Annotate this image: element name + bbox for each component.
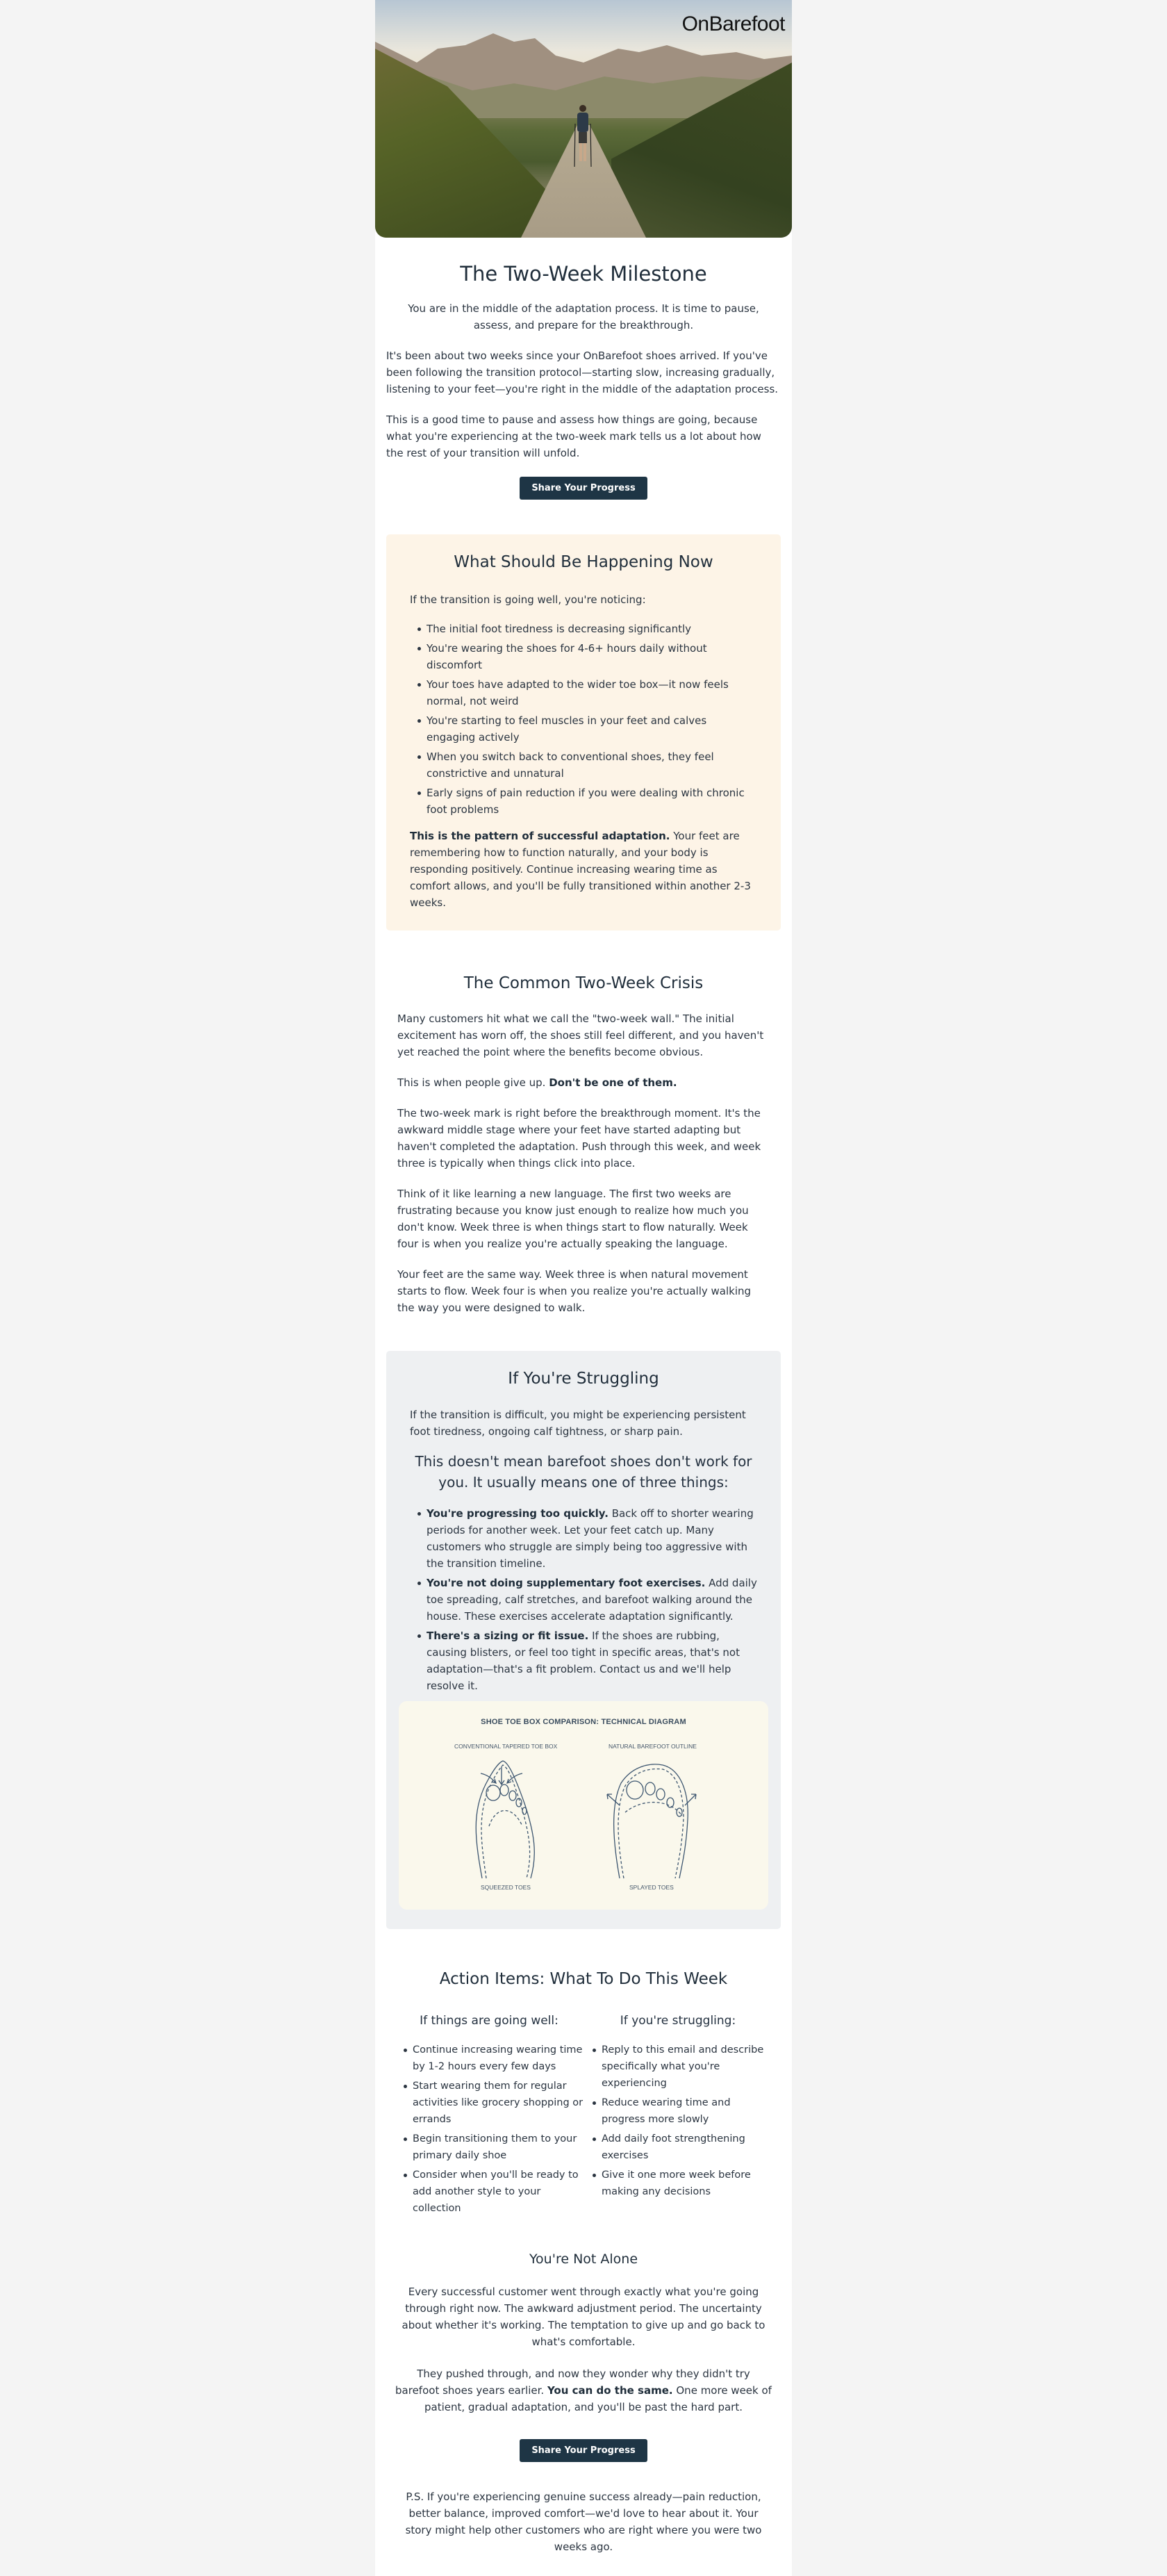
list-item: Early signs of pain reduction if you were dealing with chronic foot problems — [418, 785, 757, 818]
crisis-paragraph-3: The two-week mark is right before the breakthrough moment. It's the awkward middle stage where your feet have started adapting but haven't completed the adaptation. Push through this week, and week three is typically when things click into place. — [397, 1107, 761, 1170]
list-item — [418, 1505, 757, 1572]
list-item: Your toes have adapted to the wider toe box—it now feels normal, not weird — [418, 676, 757, 709]
hero-image — [375, 0, 792, 238]
going-well-column — [395, 2014, 584, 2220]
brand-logo: OnBarefoot — [681, 13, 785, 35]
list-item: You're wearing the shoes for 4-6+ hours daily without discomfort — [418, 640, 757, 673]
crisis-p2-bold: Don't be one of them. — [549, 1076, 677, 1090]
struggling-heading: If you're struggling: — [620, 2014, 736, 2028]
item-bold: There's a sizing or fit issue. — [427, 1630, 589, 1643]
crisis-paragraph-4: Think of it like learning a new language. The first two weeks are frustrating because you know just enough to realize how much you don't know. Week three is when things start to flow naturally. Week four is when you realize you're actually speaking the language. — [397, 1188, 749, 1251]
email-body — [375, 0, 792, 2576]
list-item: Add daily foot strengthening exercises — [593, 2131, 772, 2164]
crisis-paragraph-5: Your feet are the same way. Week three is when natural movement starts to flow. Week four is when you realize you're actually walking the way you were designed to walk. — [397, 1268, 752, 1315]
page-subtitle: You are in the middle of the adaptation process. It is time to pause, assess, and prepare for the breakthrough. — [408, 302, 759, 331]
happening-now-box — [386, 534, 781, 930]
not-alone-section — [375, 2251, 792, 2415]
toe-box-diagram — [399, 1701, 768, 1910]
intro-section — [375, 261, 792, 500]
share-progress-button[interactable]: Share Your Progress — [520, 477, 647, 500]
closing-bold: This is the pattern of successful adaptation. — [410, 829, 670, 842]
crisis-paragraph-2 — [397, 1074, 770, 1091]
struggling-action-list — [584, 2042, 772, 2200]
going-well-list — [395, 2042, 584, 2217]
actions-title: Action Items: What To Do This Week — [439, 1970, 728, 1989]
not-alone-paragraph-2 — [395, 2365, 772, 2415]
struggling-title: If You're Struggling — [508, 1370, 659, 1388]
page-title: The Two-Week Milestone — [460, 262, 707, 286]
list-item — [418, 1627, 757, 1694]
not-alone-paragraph-1: Every successful customer went through exactly what you're going through right now. The awkward adjustment period. The uncertainty about whether it's working. The temptation to give up and go back to what's comfortable. — [402, 2286, 765, 2349]
item-text: Back off to shorter wearing periods for another week. Let your feet catch up. Many customers who struggle are simply being too aggressive with the transition timeline. — [427, 1507, 754, 1570]
diagram-title: SHOE TOE BOX COMPARISON: TECHNICAL DIAGRAM — [481, 1718, 686, 1727]
diagram-right-caption: SPLAYED TOES — [629, 1884, 674, 1892]
going-well-heading: If things are going well: — [420, 2014, 558, 2028]
intro-paragraph-2: This is a good time to pause and assess how things are going, because what you're experiencing at the two-week mark tells us a lot about how the rest of your transition will unfold. — [386, 413, 761, 459]
list-item: Begin transitioning them to your primary daily shoe — [404, 2131, 584, 2164]
item-text: If the shoes are rubbing, causing blisters, or feel too tight in specific areas, that's not adaptation—that's a fit problem. Contact us and we'll help resolve it. — [427, 1630, 740, 1693]
list-item: Continue increasing wearing time by 1-2 hours every few days — [404, 2042, 584, 2075]
intro-paragraph-1: It's been about two weeks since your OnBarefoot shoes arrived. If you've been following the transition protocol—starting slow, increasing gradually, listening to your feet—you're right in the middle of the adaptation process. — [386, 349, 779, 395]
hiker-figure — [573, 103, 593, 186]
share-progress-button-bottom[interactable]: Share Your Progress — [520, 2439, 647, 2462]
struggling-lead: If the transition is difficult, you might be experiencing persistent foot tiredness, ongoing calf tightness, or sharp pain. — [410, 1409, 746, 1438]
p2-tail: One more week of patient, gradual adaptation, and you'll be past the hard part. — [424, 2384, 772, 2414]
p2-text: They pushed through, and now they wonder why they didn't try barefoot shoes years earlier. — [395, 2368, 750, 2397]
happening-title: What Should Be Happening Now — [454, 552, 713, 571]
happening-closing — [410, 828, 757, 911]
item-bold: You're not doing supplementary foot exercises. — [427, 1577, 706, 1590]
list-item: Give it one more week before making any decisions — [593, 2167, 772, 2200]
struggling-column — [584, 2014, 772, 2220]
crisis-p2-text: This is when people give up. — [397, 1076, 549, 1090]
list-item: The initial foot tiredness is decreasing significantly — [418, 621, 757, 637]
list-item: Start wearing them for regular activities like grocery shopping or errands — [404, 2078, 584, 2128]
action-items-section — [375, 1969, 792, 2220]
closing-text: Your feet are remembering how to function naturally, and your body is responding positively. Continue increasing wearing time as comfort allows, and you'll be fully transitioned within another 2-3 weeks. — [410, 829, 751, 909]
struggling-subheading: This doesn't mean barefoot shoes don't work for you. It usually means one of three things: — [415, 1453, 752, 1491]
list-item — [418, 1575, 757, 1625]
diagram-left-label: CONVENTIONAL TAPERED TOE BOX — [454, 1743, 558, 1750]
postscript: P.S. If you're experiencing genuine success already—pain reduction, better balance, improved comfort—we'd love to hear about it. Your story might help other customers who are right where you were two weeks ago. — [405, 2491, 762, 2554]
list-item: When you switch back to conventional shoes, they feel constrictive and unnatural — [418, 748, 757, 782]
list-item: Reduce wearing time and progress more slowly — [593, 2094, 772, 2128]
list-item: Reply to this email and describe specifically what you're experiencing — [593, 2042, 772, 2092]
crisis-title: The Common Two-Week Crisis — [463, 974, 704, 992]
struggling-box — [386, 1351, 781, 1929]
foot-outlines-icon — [399, 1701, 768, 1910]
happening-list — [410, 621, 757, 818]
item-bold: You're progressing too quickly. — [427, 1507, 609, 1520]
item-text: Add daily toe spreading, calf stretches, and barefoot walking around the house. These exercises accelerate adaptation significantly. — [427, 1577, 757, 1623]
list-item: Consider when you'll be ready to add another style to your collection — [404, 2167, 584, 2217]
struggling-list — [399, 1505, 768, 1694]
list-item: You're starting to feel muscles in your feet and calves engaging actively — [418, 712, 757, 746]
diagram-right-label: NATURAL BAREFOOT OUTLINE — [609, 1743, 697, 1750]
happening-lead: If the transition is going well, you're noticing: — [410, 593, 646, 606]
not-alone-title: You're Not Alone — [529, 2251, 638, 2267]
diagram-left-caption: SQUEEZED TOES — [481, 1884, 531, 1892]
p2-bold: You can do the same. — [547, 2384, 673, 2397]
crisis-section — [375, 974, 792, 1317]
crisis-paragraph-1: Many customers hit what we call the "two-week wall." The initial excitement has worn off, the shoes still feel different, and you haven't yet reached the point where the benefits become obvious. — [397, 1012, 764, 1059]
